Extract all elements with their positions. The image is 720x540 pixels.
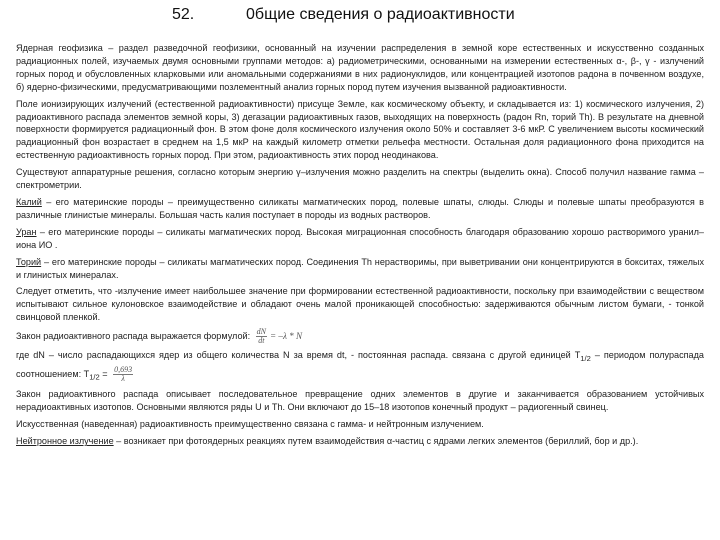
thorium-text: – его материнские породы – силикаты магматических пород. Соединения Th нерастворимы, при выветривании они концентрируются в бокситах, тяжелых и глинистых минералах. [16, 256, 704, 280]
decay-formula-rhs: = –λ * N [270, 331, 303, 342]
paragraph-neutron-radiation [16, 435, 704, 448]
halflife-formula-numerator: 0,693 [114, 364, 133, 374]
halflife-formula-denominator: λ [121, 373, 125, 383]
paragraph-halflife [16, 349, 704, 384]
document-body [16, 42, 704, 452]
neutron-radiation-text: – возникает при фотоядерных реакциях путем взаимодействия α-частиц с ядрами легких элементов (бериллий, бор и др.). [113, 436, 639, 447]
paragraph-radiation-field: Поле ионизирующих излучений (естественной радиоактивности) присуще Земле, как космическому объекту, и складывается из: 1) космического излучения, 2) радиоактивного распада элементов земной коры, 3) дегазации радиоактивных газов, выходящих на поверхность (радон Rn, торий Th). В результате на дневной поверхности формируется радиационный фон. В этом фоне доля космического излучения около 50% и составляет 3-6 мкР. С увеличением высоты космический радиационный фон возрастает в среднем на 1,5 мкР на каждый километр отметки рельефа местности. Остальная доля радиационного фона приходится на естественную радиоактивность горных пород. При этом, радиоактивность этих пород неодинакова. [16, 98, 704, 161]
halflife-subscript-1: 1/2 [580, 353, 591, 363]
paragraph-nuclear-geophysics: Ядерная геофизика – раздел разведочной геофизики, основанный на изучении распределения в земной коре естественных и искусственно созданных радиационных полей, изучаемых двумя основными группами методов: а) радиометрическими, основанными на измерении естественных α-, β-, γ - излучений горных пород и обусловленных кларковыми или аномальными содержаниями в них радионуклидов, или концентрацией изотопов радона в почвенном воздухе, б) ядерно-физическими, предусматривающими позлементный анализ горных пород путем изучения вызванной радиоактивности. [16, 43, 704, 92]
uranium-text: – его материнские породы – силикаты магматических пород. Высокая миграционная способность благодаря образованию хорошо растворимого уранил–иона ИО . [16, 226, 704, 250]
paragraph-alpha-radiation: Следует отметить, что -излучение имеет наибольшее значение при формировании естественной радиоактивности, поскольку при взаимодействии с веществом испытывают сильное кулоновское взаимодействие и обладают очень малой проникающей способностью: задерживаются обычным листом бумаги, - тонкой свинцовой пленкой. [16, 286, 704, 323]
decay-law-text: Закон радиоактивного распада выражается формулой: [16, 331, 251, 342]
paragraph-thorium [16, 256, 704, 282]
paragraph-decay-series: Закон радиоактивного распада описывает последовательное превращение одних элементов в другие и заканчивается образованием устойчивых нерадиоактивных изотопов. Основными являются ряды U и Th. Они включают до 15–18 изотопов конечный продукт – радиогенный свинец. [16, 389, 704, 413]
paragraph-decay-law [16, 328, 704, 345]
decay-formula-denominator: dt [258, 336, 265, 346]
term-thorium: Торий [16, 256, 42, 267]
section-title: 0бщие сведения о радиоактивности [246, 6, 515, 23]
decay-formula-numerator: dN [256, 327, 267, 337]
decay-formula-fraction [256, 328, 267, 345]
halflife-text-b: – периодом полураспада соотношением: T [16, 350, 704, 379]
term-uranium: Уран [16, 226, 37, 237]
paragraph-potassium [16, 196, 704, 222]
paragraph-uranium [16, 226, 704, 252]
halflife-formula-fraction [113, 366, 133, 383]
halflife-text-a: где dN – число распадающихся ядер из общего количества N за время dt, - постоянная распада. связана с другой единицей T [16, 350, 581, 361]
section-heading [0, 6, 720, 32]
section-number: 52. [172, 6, 195, 23]
term-neutron-radiation: Нейтронное излучение [16, 436, 114, 447]
term-potassium: Калий [16, 196, 42, 207]
potassium-text: – его материнские породы – преимущественно силикаты магматических пород, полевые шпаты, слюды. Слюды и полевые шпаты преобразуются в различные глинистые минералы. Большая часть калия поступает в породы из водных растворов. [16, 196, 704, 220]
halflife-text-c: = [99, 368, 108, 379]
paragraph-induced-radioactivity: Искусственная (наведенная) радиоактивность преимущественно связана с гамма- и нейтронным излучением. [16, 419, 484, 430]
halflife-subscript-2: 1/2 [89, 372, 100, 382]
paragraph-spectrometry: Существуют аппаратурные решения, согласно которым энергию γ–излучения можно разделить на спектры (выделить окна). Способ получил название гамма – спектрометрии. [16, 167, 704, 191]
